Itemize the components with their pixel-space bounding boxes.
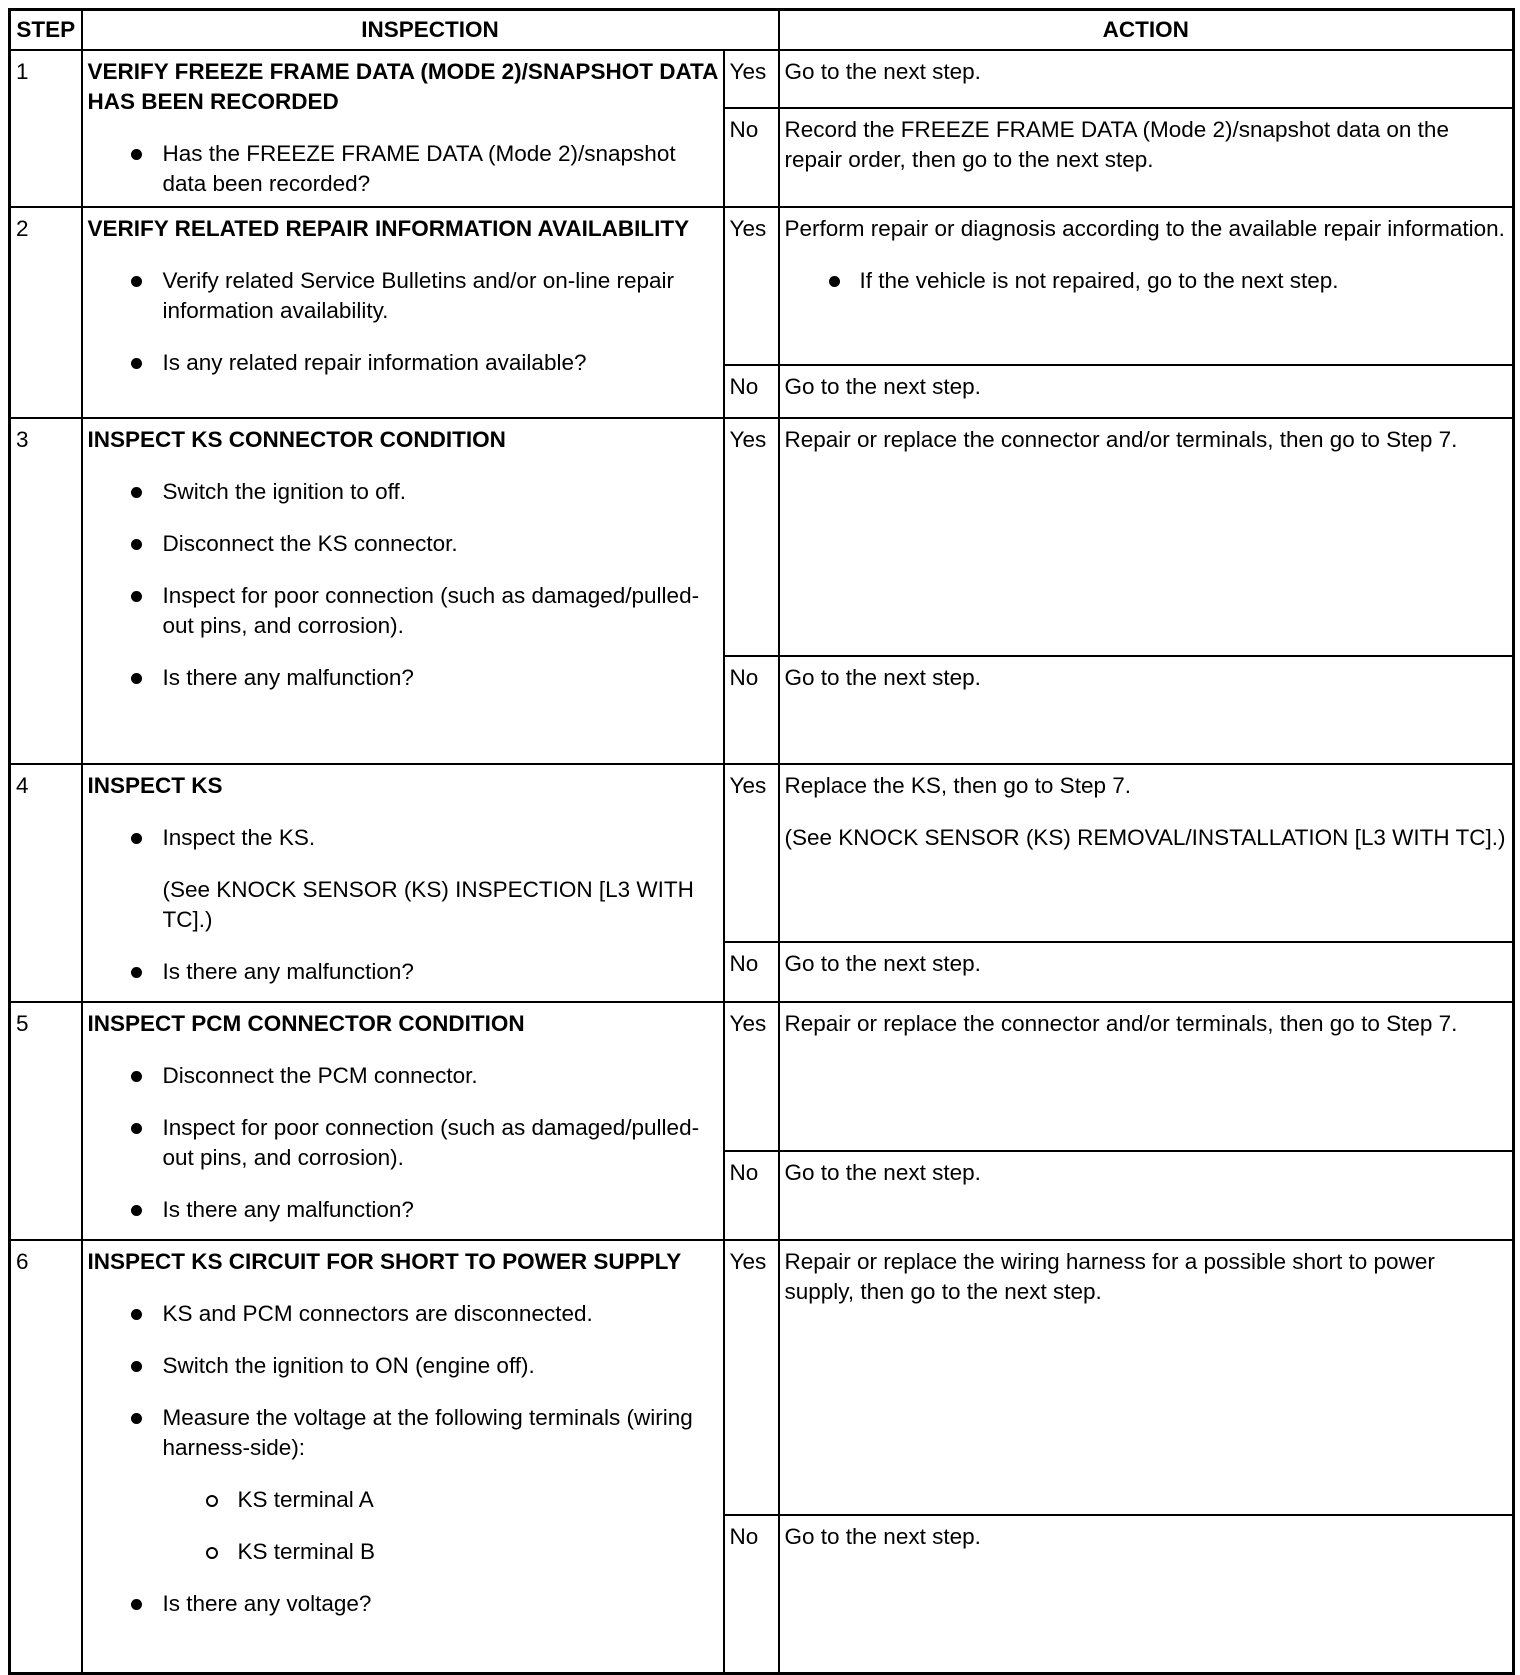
inspection-item-text: Is there any malfunction? — [162, 665, 414, 690]
inspection-item — [88, 1113, 718, 1173]
table-header-row — [10, 10, 1514, 51]
circle-bullet-icon — [206, 1547, 218, 1559]
no-label: No — [724, 656, 779, 764]
yes-action: Repair or replace the wiring harness for a possible short to power supply, then go to the next step. — [779, 1240, 1514, 1515]
yes-label: Yes — [724, 50, 779, 108]
inspection-cell — [82, 207, 724, 418]
header-action: ACTION — [779, 10, 1514, 51]
inspection-title: INSPECT KS CIRCUIT FOR SHORT TO POWER SUPPLY — [87, 1249, 682, 1274]
inspection-item-text: Has the FREEZE FRAME DATA (Mode 2)/snapshot data been recorded? — [162, 141, 676, 196]
inspection-item — [88, 529, 718, 559]
bullet-icon — [829, 276, 840, 287]
inspection-subitem — [88, 1537, 718, 1567]
inspection-item-text: Inspect for poor connection (such as damaged/pulled-out pins, and corrosion). — [162, 583, 700, 638]
bullet-icon — [131, 591, 142, 602]
inspection-item — [88, 957, 718, 987]
yes-action-cell — [779, 764, 1514, 942]
inspection-item — [88, 1195, 718, 1225]
inspection-title: INSPECT KS — [87, 773, 223, 798]
yes-action-cell — [779, 207, 1514, 365]
inspection-item — [88, 1589, 718, 1619]
bullet-icon — [131, 276, 142, 287]
inspection-title: VERIFY FREEZE FRAME DATA (MODE 2)/SNAPSHOT DATA HAS BEEN RECORDED — [87, 59, 718, 114]
inspection-cell — [82, 1240, 724, 1673]
no-action: Record the FREEZE FRAME DATA (Mode 2)/snapshot data on the repair order, then go to the next step. — [779, 108, 1514, 207]
step-number: 1 — [10, 50, 82, 207]
inspection-item — [88, 1061, 718, 1091]
yes-label: Yes — [724, 207, 779, 365]
inspection-item-text: Is there any malfunction? — [162, 959, 414, 984]
step-number: 6 — [10, 1240, 82, 1673]
step-number: 2 — [10, 207, 82, 418]
inspection-subitem-text: KS terminal B — [237, 1539, 376, 1564]
inspection-item-text: Is any related repair information available? — [162, 350, 587, 375]
inspection-item-text: Verify related Service Bulletins and/or on-line repair information availability. — [162, 268, 675, 323]
circle-bullet-icon — [206, 1495, 218, 1507]
step-number: 5 — [10, 1002, 82, 1240]
inspection-cell — [82, 50, 724, 207]
yes-label: Yes — [724, 764, 779, 942]
table-row — [10, 1240, 1514, 1515]
inspection-item-text: KS and PCM connectors are disconnected. — [162, 1301, 593, 1326]
no-action: Go to the next step. — [779, 1515, 1514, 1673]
no-label: No — [724, 1151, 779, 1240]
bullet-icon — [131, 1361, 142, 1372]
bullet-icon — [131, 487, 142, 498]
yes-action: Repair or replace the connector and/or terminals, then go to Step 7. — [779, 418, 1514, 656]
yes-action: Go to the next step. — [779, 50, 1514, 108]
inspection-item — [88, 477, 718, 507]
inspection-reference-note: (See KNOCK SENSOR (KS) INSPECTION [L3 WITH TC].) — [162, 877, 694, 932]
no-action: Go to the next step. — [779, 365, 1514, 418]
bullet-icon — [131, 1071, 142, 1082]
inspection-item — [88, 1351, 718, 1381]
step-number: 3 — [10, 418, 82, 764]
inspection-item — [88, 139, 718, 199]
bullet-icon — [131, 358, 142, 369]
bullet-icon — [131, 1413, 142, 1424]
table-row — [10, 418, 1514, 656]
inspection-item — [88, 1299, 718, 1329]
table-row — [10, 764, 1514, 942]
inspection-title: INSPECT KS CONNECTOR CONDITION — [87, 427, 506, 452]
inspection-item-text: Inspect for poor connection (such as damaged/pulled-out pins, and corrosion). — [162, 1115, 700, 1170]
inspection-item-text: Is there any voltage? — [162, 1591, 372, 1616]
inspection-item — [88, 266, 718, 326]
no-label: No — [724, 365, 779, 418]
inspection-item-text: Inspect the KS. — [162, 825, 316, 850]
no-action: Go to the next step. — [779, 656, 1514, 764]
table-row — [10, 1002, 1514, 1151]
table-row — [10, 207, 1514, 365]
yes-label: Yes — [724, 1240, 779, 1515]
inspection-title: INSPECT PCM CONNECTOR CONDITION — [87, 1011, 525, 1036]
bullet-icon — [131, 967, 142, 978]
no-action: Go to the next step. — [779, 1151, 1514, 1240]
inspection-cell — [82, 1002, 724, 1240]
inspection-item — [88, 1403, 718, 1463]
inspection-cell — [82, 764, 724, 1002]
header-inspection: INSPECTION — [82, 10, 779, 51]
bullet-icon — [131, 539, 142, 550]
action-item-text: If the vehicle is not repaired, go to the next step. — [859, 268, 1339, 293]
bullet-icon — [131, 1205, 142, 1216]
no-label: No — [724, 1515, 779, 1673]
yes-action: Repair or replace the connector and/or terminals, then go to Step 7. — [779, 1002, 1514, 1151]
inspection-subitem — [88, 1485, 718, 1515]
inspection-item-text: Disconnect the PCM connector. — [162, 1063, 478, 1088]
yes-label: Yes — [724, 418, 779, 656]
bullet-icon — [131, 1599, 142, 1610]
table-row — [10, 50, 1514, 108]
diagnostic-procedure-sheet — [8, 8, 1515, 1675]
inspection-item-text: Is there any malfunction? — [162, 1197, 414, 1222]
yes-label: Yes — [724, 1002, 779, 1151]
bullet-icon — [131, 673, 142, 684]
inspection-item — [88, 348, 718, 378]
bullet-icon — [131, 833, 142, 844]
no-label: No — [724, 942, 779, 1002]
bullet-icon — [131, 149, 142, 160]
yes-action: Replace the KS, then go to Step 7. — [784, 773, 1131, 798]
action-item — [785, 266, 1508, 296]
bullet-icon — [131, 1123, 142, 1134]
no-action: Go to the next step. — [779, 942, 1514, 1002]
diagnostic-table — [8, 8, 1515, 1675]
inspection-item — [88, 663, 718, 693]
inspection-title: VERIFY RELATED REPAIR INFORMATION AVAILABILITY — [87, 216, 690, 241]
action-reference-note: (See KNOCK SENSOR (KS) REMOVAL/INSTALLATION [L3 WITH TC].) — [784, 825, 1506, 850]
no-label: No — [724, 108, 779, 207]
inspection-item-text: Disconnect the KS connector. — [162, 531, 458, 556]
inspection-cell — [82, 418, 724, 764]
inspection-item — [88, 823, 718, 853]
inspection-item-text: Switch the ignition to ON (engine off). — [162, 1353, 535, 1378]
inspection-subitem-text: KS terminal A — [237, 1487, 374, 1512]
step-number: 4 — [10, 764, 82, 1002]
yes-action: Perform repair or diagnosis according to the available repair information. — [784, 216, 1505, 241]
inspection-item — [88, 581, 718, 641]
header-step: STEP — [10, 10, 82, 51]
inspection-item-text: Measure the voltage at the following terminals (wiring harness-side): — [162, 1405, 693, 1460]
bullet-icon — [131, 1309, 142, 1320]
inspection-item-text: Switch the ignition to off. — [162, 479, 406, 504]
